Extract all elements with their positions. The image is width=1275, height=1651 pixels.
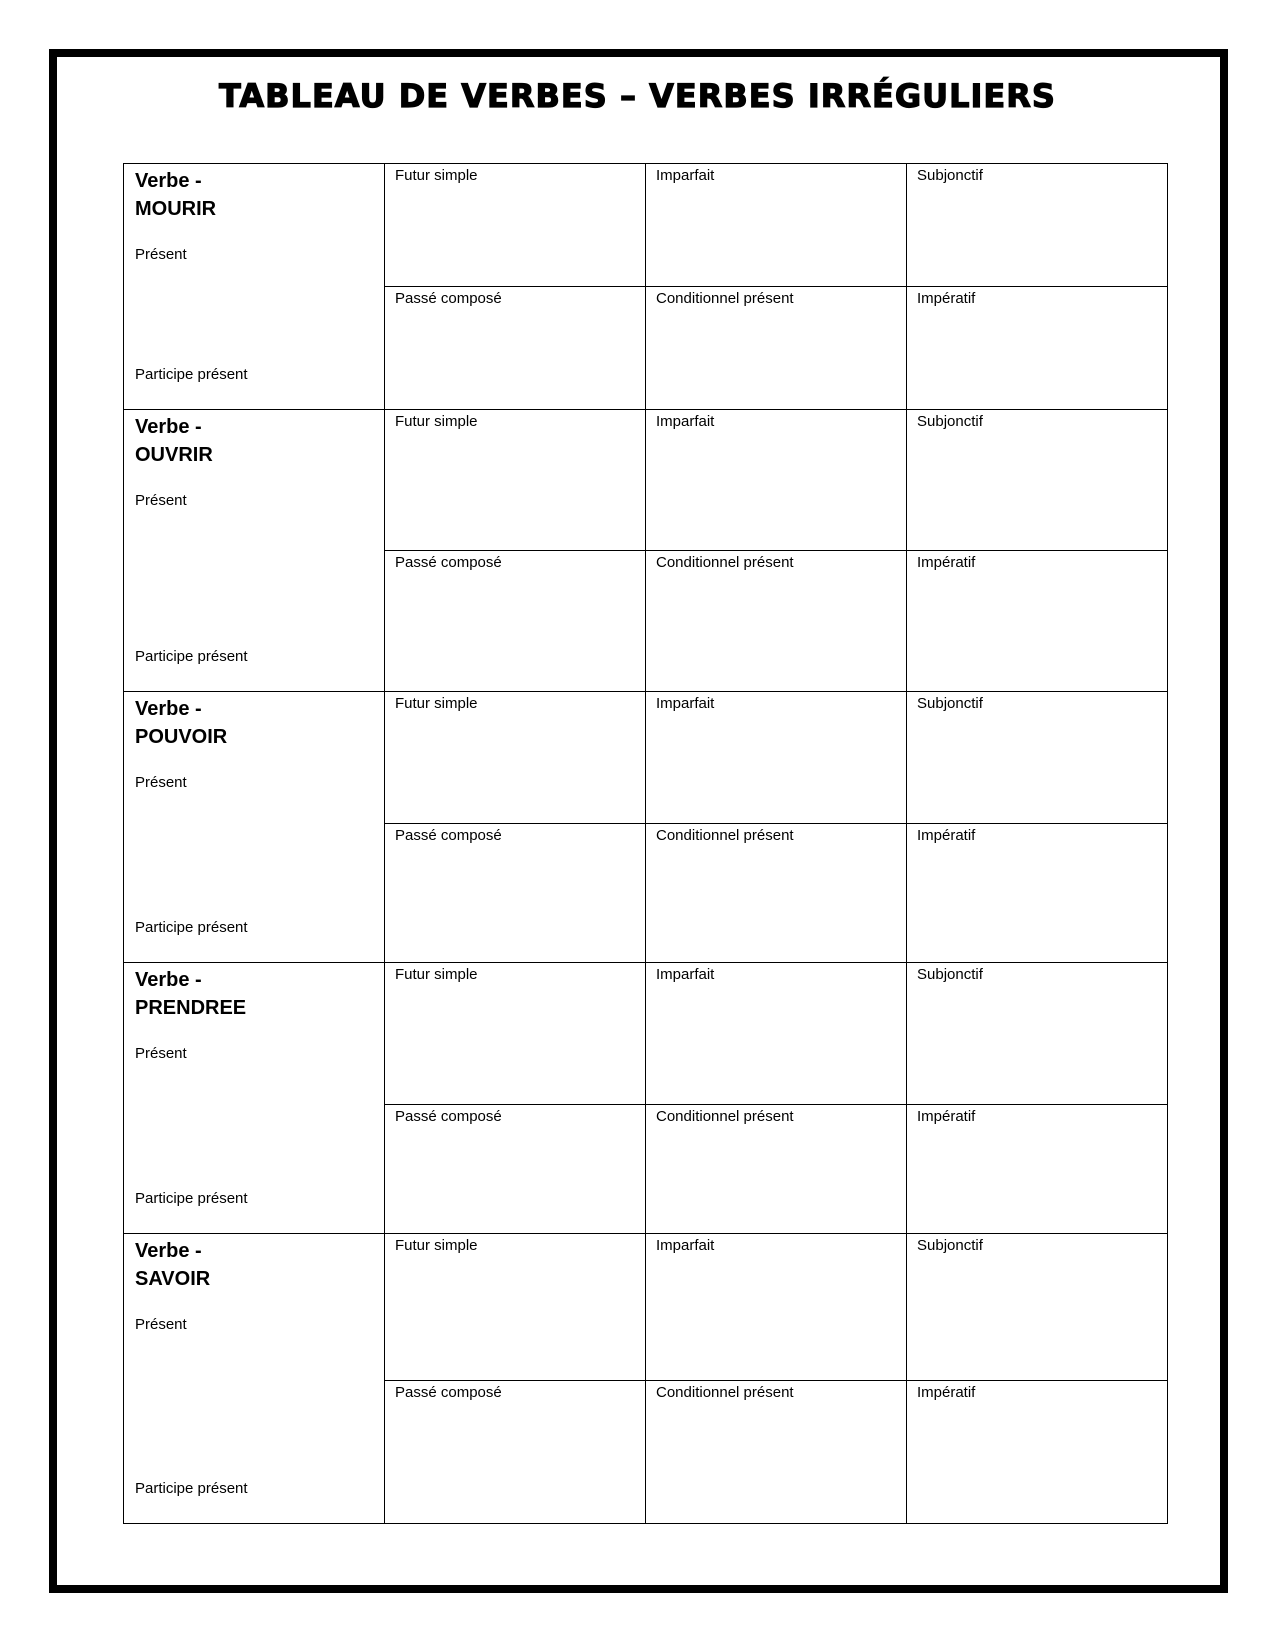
- imperatif-cell[interactable]: [907, 824, 1168, 963]
- verb-cell: [124, 692, 385, 963]
- imperatif-label: Impératif: [917, 554, 976, 571]
- imperatif-label: Impératif: [917, 1384, 976, 1401]
- conditionnel-present-cell[interactable]: [646, 287, 907, 410]
- verb-heading: [124, 692, 384, 751]
- imparfait-label: Imparfait: [656, 966, 715, 983]
- imparfait-cell[interactable]: [646, 1234, 907, 1381]
- verb-prefix: Verbe -: [135, 170, 202, 192]
- verb-row-top: [124, 1234, 1168, 1381]
- futur-simple-cell[interactable]: [385, 963, 646, 1105]
- passe-compose-cell[interactable]: [385, 1105, 646, 1234]
- verb-table: [123, 163, 1168, 1524]
- imperatif-cell[interactable]: [907, 287, 1168, 410]
- verb-prefix: Verbe -: [135, 969, 202, 991]
- imparfait-cell[interactable]: [646, 164, 907, 287]
- passe-compose-cell[interactable]: [385, 824, 646, 963]
- conditionnel-present-label: Conditionnel présent: [656, 290, 794, 307]
- passe-compose-label: Passé composé: [395, 1384, 502, 1401]
- subjonctif-label: Subjonctif: [917, 413, 983, 430]
- imparfait-cell[interactable]: [646, 963, 907, 1105]
- verb-name: OUVRIR: [135, 444, 213, 466]
- participe-present-label: Participe présent: [135, 648, 248, 665]
- subjonctif-cell[interactable]: [907, 410, 1168, 551]
- present-label: Présent: [135, 774, 187, 791]
- imperatif-label: Impératif: [917, 1108, 976, 1125]
- verb-name: MOURIR: [135, 198, 217, 220]
- verb-name: SAVOIR: [135, 1268, 211, 1290]
- conditionnel-present-label: Conditionnel présent: [656, 827, 794, 844]
- participe-present-label: Participe présent: [135, 919, 248, 936]
- futur-simple-cell[interactable]: [385, 164, 646, 287]
- passe-compose-label: Passé composé: [395, 827, 502, 844]
- verb-heading: [124, 410, 384, 469]
- passe-compose-label: Passé composé: [395, 290, 502, 307]
- verb-cell: [124, 164, 385, 410]
- verb-cell: [124, 410, 385, 692]
- conditionnel-present-label: Conditionnel présent: [656, 1108, 794, 1125]
- futur-simple-cell[interactable]: [385, 410, 646, 551]
- subjonctif-label: Subjonctif: [917, 695, 983, 712]
- passe-compose-label: Passé composé: [395, 1108, 502, 1125]
- subjonctif-cell[interactable]: [907, 1234, 1168, 1381]
- participe-present-label: Participe présent: [135, 1190, 248, 1207]
- verb-row-top: [124, 963, 1168, 1105]
- verb-row-top: [124, 164, 1168, 287]
- futur-simple-label: Futur simple: [395, 413, 478, 430]
- verb-prefix: Verbe -: [135, 1240, 202, 1262]
- futur-simple-label: Futur simple: [395, 167, 478, 184]
- imperatif-label: Impératif: [917, 290, 976, 307]
- participe-present-label: Participe présent: [135, 1480, 248, 1497]
- imparfait-cell[interactable]: [646, 692, 907, 824]
- present-label: Présent: [135, 492, 187, 509]
- imparfait-label: Imparfait: [656, 1237, 715, 1254]
- participe-present-label: Participe présent: [135, 366, 248, 383]
- verb-heading: [124, 164, 384, 223]
- verb-cell: [124, 1234, 385, 1524]
- passe-compose-cell[interactable]: [385, 287, 646, 410]
- futur-simple-label: Futur simple: [395, 1237, 478, 1254]
- verb-prefix: Verbe -: [135, 416, 202, 438]
- subjonctif-cell[interactable]: [907, 963, 1168, 1105]
- verb-heading: [124, 963, 384, 1022]
- subjonctif-cell[interactable]: [907, 164, 1168, 287]
- conditionnel-present-cell[interactable]: [646, 824, 907, 963]
- conditionnel-present-cell[interactable]: [646, 1381, 907, 1524]
- present-label: Présent: [135, 1045, 187, 1062]
- conditionnel-present-label: Conditionnel présent: [656, 554, 794, 571]
- subjonctif-cell[interactable]: [907, 692, 1168, 824]
- imparfait-label: Imparfait: [656, 695, 715, 712]
- passe-compose-cell[interactable]: [385, 551, 646, 692]
- conditionnel-present-cell[interactable]: [646, 1105, 907, 1234]
- verb-row-top: [124, 692, 1168, 824]
- verb-name: PRENDREE: [135, 997, 247, 1019]
- futur-simple-cell[interactable]: [385, 1234, 646, 1381]
- imperatif-label: Impératif: [917, 827, 976, 844]
- present-label: Présent: [135, 246, 187, 263]
- page-title: TABLEAU DE VERBES – VERBES IRRÉGULIERS: [219, 77, 1056, 115]
- verb-cell: [124, 963, 385, 1234]
- imperatif-cell[interactable]: [907, 551, 1168, 692]
- subjonctif-label: Subjonctif: [917, 167, 983, 184]
- imperatif-cell[interactable]: [907, 1105, 1168, 1234]
- subjonctif-label: Subjonctif: [917, 966, 983, 983]
- imparfait-label: Imparfait: [656, 413, 715, 430]
- imparfait-cell[interactable]: [646, 410, 907, 551]
- imperatif-cell[interactable]: [907, 1381, 1168, 1524]
- passe-compose-cell[interactable]: [385, 1381, 646, 1524]
- conditionnel-present-cell[interactable]: [646, 551, 907, 692]
- verb-name: POUVOIR: [135, 726, 228, 748]
- verb-heading: [124, 1234, 384, 1293]
- present-label: Présent: [135, 1316, 187, 1333]
- imparfait-label: Imparfait: [656, 167, 715, 184]
- conditionnel-present-label: Conditionnel présent: [656, 1384, 794, 1401]
- verb-row-top: [124, 410, 1168, 551]
- verb-prefix: Verbe -: [135, 698, 202, 720]
- futur-simple-label: Futur simple: [395, 695, 478, 712]
- passe-compose-label: Passé composé: [395, 554, 502, 571]
- futur-simple-label: Futur simple: [395, 966, 478, 983]
- futur-simple-cell[interactable]: [385, 692, 646, 824]
- subjonctif-label: Subjonctif: [917, 1237, 983, 1254]
